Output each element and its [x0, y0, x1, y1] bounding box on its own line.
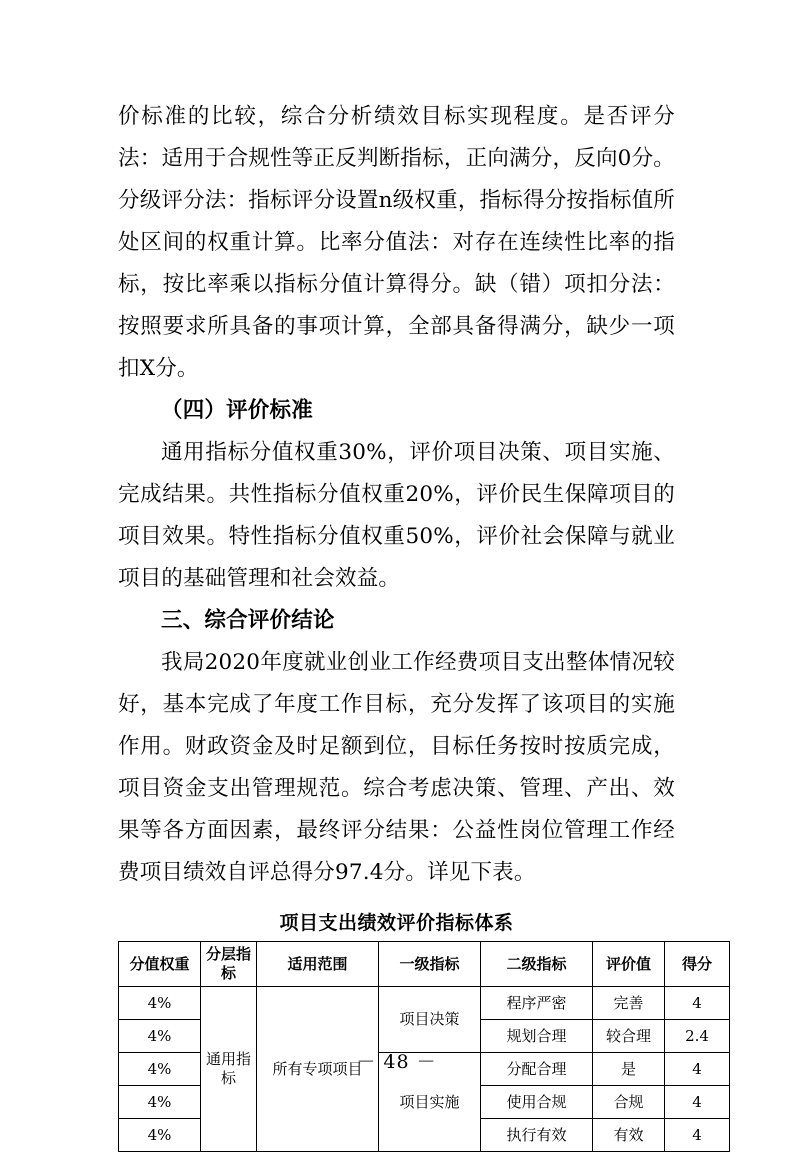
cell-weight: 4% [119, 1020, 201, 1053]
cell-score: 4 [665, 1053, 730, 1086]
page-number: － 48 － [356, 1051, 437, 1073]
table-header-cell: 得分 [665, 942, 730, 987]
cell-level2: 规划合理 [481, 1020, 593, 1053]
cell-level2: 执行有效 [481, 1119, 593, 1152]
section-heading-evaluation-standard: （四）评价标准 [161, 398, 313, 423]
paragraph-continued: 价标准的比较，综合分析绩效目标实现程度。是否评分法：适用于合规性等正反判断指标，正向满分，反向0分。分级评分法：指标评分设置n级权重，指标得分按指标值所处区间的权重计算。比率分值法：对存在连续性比率的指标，按比率乘以指标分值计算得分。缺（错）项扣分法：按照要求所具备的事项计算，全部具备得满分，缺少一项扣X分。 [118, 104, 675, 381]
table-caption: 项目支出绩效评价指标体系 [279, 912, 514, 934]
cell-score: 4 [665, 987, 730, 1020]
cell-level2: 使用合规 [481, 1086, 593, 1119]
table-header-cell: 二级指标 [481, 942, 593, 987]
table-header-cell: 一级指标 [379, 942, 481, 987]
cell-score: 2.4 [665, 1020, 730, 1053]
cell-weight: 4% [119, 1119, 201, 1152]
table-header-cell: 分层指标 [201, 942, 257, 987]
table-header-cell: 适用范围 [257, 942, 379, 987]
section-heading-conclusion: 三、综合评价结论 [161, 608, 335, 633]
cell-value: 是 [593, 1053, 665, 1086]
cell-weight: 4% [119, 1086, 201, 1119]
cell-level1: 项目实施 [379, 1053, 481, 1152]
cell-level2: 分配合理 [481, 1053, 593, 1086]
cell-layer: 通用指标 [201, 987, 257, 1152]
cell-value: 有效 [593, 1119, 665, 1152]
cell-score: 4 [665, 1086, 730, 1119]
table-header-cell: 评价值 [593, 942, 665, 987]
cell-scope: 所有专项项目 [257, 987, 379, 1152]
table-header-row [119, 942, 730, 987]
document-body [118, 96, 675, 894]
cell-level1: 项目决策 [379, 987, 481, 1053]
cell-value: 完善 [593, 987, 665, 1020]
cell-weight: 4% [119, 987, 201, 1020]
cell-value: 合规 [593, 1086, 665, 1119]
table-row [119, 987, 730, 1020]
cell-value: 较合理 [593, 1020, 665, 1053]
cell-level2: 程序严密 [481, 987, 593, 1020]
paragraph-evaluation-standard: 通用指标分值权重30%，评价项目决策、项目实施、完成结果。共性指标分值权重20%，评价民生保障项目的项目效果。特性指标分值权重50%，评价社会保障与就业项目的基础管理和社会效益。 [118, 440, 675, 591]
cell-weight: 4% [119, 1053, 201, 1086]
table-header-cell: 分值权重 [119, 942, 201, 987]
paragraph-conclusion: 我局2020年度就业创业工作经费项目支出整体情况较好，基本完成了年度工作目标，充分发挥了该项目的实施作用。财政资金及时足额到位，目标任务按时按质完成，项目资金支出管理规范。综合考虑决策、管理、产出、效果等各方面因素，最终评分结果：公益性岗位管理工作经费项目绩效自评总得分97.4分。详见下表。 [118, 650, 675, 885]
cell-score: 4 [665, 1119, 730, 1152]
